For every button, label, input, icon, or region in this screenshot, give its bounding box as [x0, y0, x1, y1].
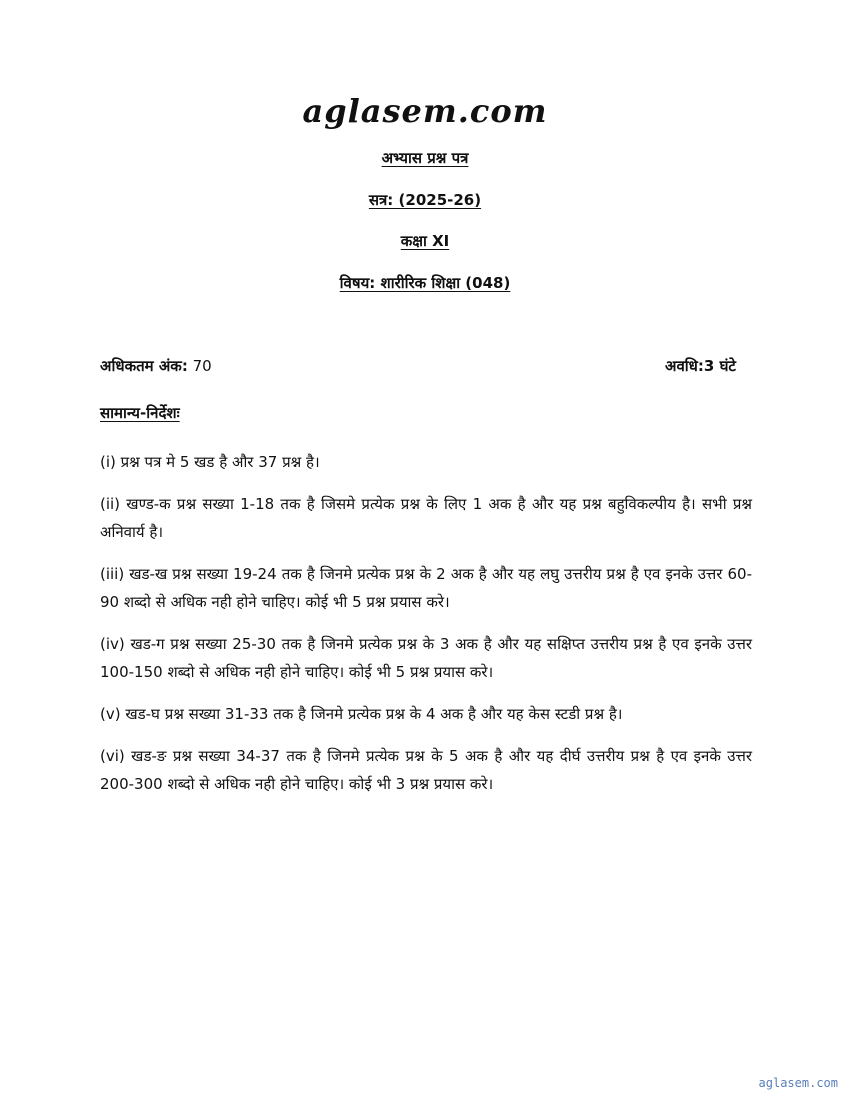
- max-marks-value: 70: [187, 357, 212, 375]
- aglasem-logo: aglasem.com: [302, 92, 548, 130]
- instruction-item: (iii) खड-ख प्रश्न सख्या 19-24 तक है जिनमे प्रत्येक प्रश्न के 2 अक है और यह लघु उत्तरीय प्रश्न है एव इनके उत्तर 60-90 शब्दो से अधिक नही होने चाहिए। कोई भी 5 प्रश्न प्रयास करे।: [100, 565, 752, 611]
- instruction-item: (iv) खड-ग प्रश्न सख्या 25-30 तक है जिनमे प्रत्येक प्रश्न के 3 अक है और यह सक्षिप्त उत्तरीय प्रश्न है एव इनके उत्तर 100-150 शब्दो से अधिक नही होने चाहिए। कोई भी 5 प्रश्न प्रयास करे।: [100, 635, 752, 681]
- max-marks-label: अधिकतम अंक:: [100, 357, 188, 375]
- duration: [665, 356, 736, 376]
- instructions-list: [100, 448, 752, 812]
- paper-title-text: अभ्यास प्रश्न पत्र: [381, 149, 469, 167]
- class-line: [0, 231, 850, 251]
- duration-value: 3 घंटे: [703, 357, 736, 375]
- subject-text: विषय: शारीरिक शिक्षा (048): [339, 274, 511, 292]
- instruction-item: (ii) खण्ड-क प्रश्न सख्या 1-18 तक है जिसमे प्रत्येक प्रश्न के लिए 1 अक है और यह प्रश्न बहुविकल्पीय है। सभी प्रश्न अनिवार्य है।: [100, 495, 752, 541]
- max-marks: [100, 356, 212, 376]
- paper-title: [0, 148, 850, 168]
- duration-label: अवधि:: [664, 357, 704, 375]
- footer-watermark: aglasem.com: [758, 1076, 838, 1090]
- subject-line: [0, 273, 850, 293]
- marks-duration-row: [100, 356, 736, 376]
- instruction-item: (vi) खड-ङ प्रश्न सख्या 34-37 तक है जिनमे प्रत्येक प्रश्न के 5 अक है और यह दीर्घ उत्तरीय प्रश्न है एव इनके उत्तर 200-300 शब्दो से अधिक नही होने चाहिए। कोई भी 3 प्रश्न प्रयास करे।: [100, 747, 752, 793]
- session-text: सत्र: (2025-26): [368, 191, 482, 209]
- session-line: [0, 190, 850, 210]
- general-instructions-title: सामान्य-निर्देशः: [100, 404, 180, 422]
- class-text: कक्षा XI: [400, 232, 450, 250]
- instruction-item: (i) प्रश्न पत्र मे 5 खड है और 37 प्रश्न है।: [100, 453, 320, 471]
- instruction-item: (v) खड-घ प्रश्न सख्या 31-33 तक है जिनमे प्रत्येक प्रश्न के 4 अक है और यह केस स्टडी प्रश्न है।: [100, 705, 623, 723]
